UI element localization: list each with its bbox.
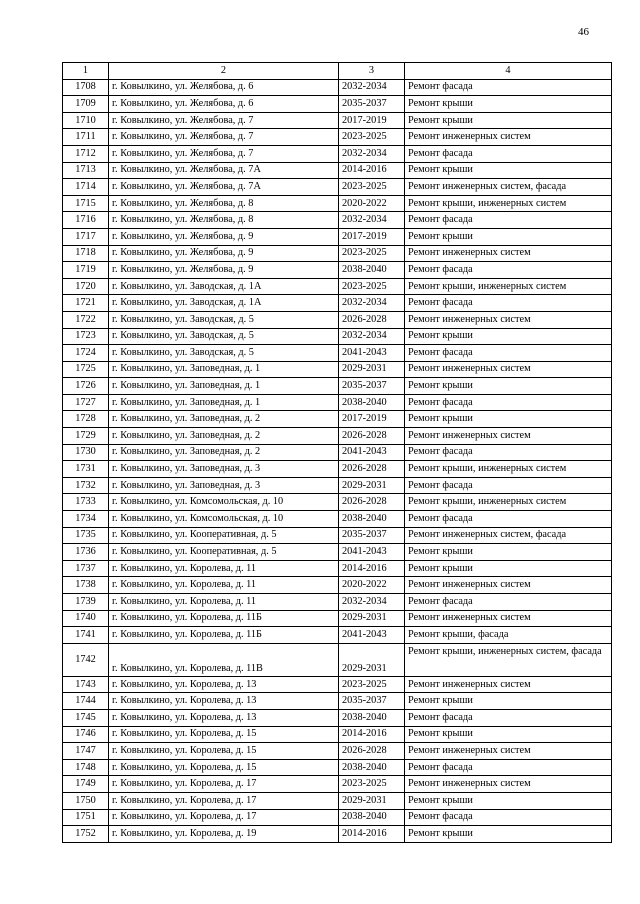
work-type-cell: Ремонт фасада [405,345,612,362]
row-number-cell: 1742 [63,643,109,676]
period-cell: 2032-2034 [339,212,405,229]
address-cell: г. Ковылкино, ул. Заповедная, д. 3 [109,477,339,494]
work-type-cell: Ремонт крыши [405,826,612,843]
work-type-cell: Ремонт крыши, инженерных систем [405,195,612,212]
address-cell: г. Ковылкино, ул. Заповедная, д. 2 [109,428,339,445]
work-type-cell: Ремонт крыши [405,328,612,345]
address-cell: г. Ковылкино, ул. Желябова, д. 9 [109,228,339,245]
row-number-cell: 1716 [63,212,109,229]
row-number-cell: 1745 [63,709,109,726]
period-cell: 2023-2025 [339,129,405,146]
table-row [63,627,612,644]
period-cell: 2038-2040 [339,262,405,279]
column-header-work: 4 [405,63,612,80]
row-number-cell: 1709 [63,96,109,113]
period-cell: 2020-2022 [339,195,405,212]
table-row [63,212,612,229]
address-cell: г. Ковылкино, ул. Заповедная, д. 1 [109,361,339,378]
address-cell: г. Ковылкино, ул. Желябова, д. 6 [109,79,339,96]
period-cell: 2038-2040 [339,809,405,826]
address-cell: г. Ковылкино, ул. Королева, д. 13 [109,709,339,726]
period-cell: 2038-2040 [339,709,405,726]
work-type-cell: Ремонт крыши, инженерных систем [405,494,612,511]
work-type-cell: Ремонт инженерных систем, фасада [405,527,612,544]
table-row [63,428,612,445]
address-cell: г. Ковылкино, ул. Кооперативная, д. 5 [109,527,339,544]
row-number-cell: 1708 [63,79,109,96]
address-cell: г. Ковылкино, ул. Королева, д. 13 [109,676,339,693]
address-cell: г. Ковылкино, ул. Королева, д. 11Б [109,627,339,644]
address-cell: г. Ковылкино, ул. Желябова, д. 6 [109,96,339,113]
row-number-cell: 1749 [63,776,109,793]
table-row [63,759,612,776]
address-cell: г. Ковылкино, ул. Желябова, д. 9 [109,262,339,279]
row-number-cell: 1740 [63,610,109,627]
address-cell: г. Ковылкино, ул. Королева, д. 11В [109,643,339,676]
period-cell: 2041-2043 [339,345,405,362]
period-cell: 2029-2031 [339,643,405,676]
work-type-cell: Ремонт крыши [405,544,612,561]
row-number-cell: 1723 [63,328,109,345]
row-number-cell: 1717 [63,228,109,245]
period-cell: 2023-2025 [339,676,405,693]
table-row [63,195,612,212]
row-number-cell: 1748 [63,759,109,776]
work-type-cell: Ремонт крыши [405,411,612,428]
row-number-cell: 1737 [63,560,109,577]
work-type-cell: Ремонт инженерных систем [405,245,612,262]
row-number-cell: 1738 [63,577,109,594]
work-type-cell: Ремонт инженерных систем [405,311,612,328]
address-cell: г. Ковылкино, ул. Заповедная, д. 2 [109,411,339,428]
address-cell: г. Ковылкино, ул. Королева, д. 13 [109,693,339,710]
period-cell: 2023-2025 [339,776,405,793]
work-type-cell: Ремонт инженерных систем [405,428,612,445]
period-cell: 2032-2034 [339,594,405,611]
row-number-cell: 1743 [63,676,109,693]
row-number-cell: 1751 [63,809,109,826]
table-row [63,511,612,528]
work-type-cell: Ремонт крыши [405,162,612,179]
period-cell: 2026-2028 [339,311,405,328]
row-number-cell: 1727 [63,394,109,411]
work-type-cell: Ремонт крыши [405,112,612,129]
table-row [63,544,612,561]
column-header-period: 3 [339,63,405,80]
period-cell: 2014-2016 [339,826,405,843]
period-cell: 2023-2025 [339,179,405,196]
period-cell: 2023-2025 [339,278,405,295]
work-type-cell: Ремонт крыши, инженерных систем [405,278,612,295]
column-header-number: 1 [63,63,109,80]
table-row [63,577,612,594]
row-number-cell: 1710 [63,112,109,129]
table-row [63,676,612,693]
repair-schedule-table [62,62,612,843]
table-row [63,610,612,627]
period-cell: 2026-2028 [339,743,405,760]
table-row [63,560,612,577]
row-number-cell: 1725 [63,361,109,378]
table-row [63,709,612,726]
address-cell: г. Ковылкино, ул. Королева, д. 17 [109,792,339,809]
period-cell: 2026-2028 [339,428,405,445]
table-header-row [63,63,612,80]
address-cell: г. Ковылкино, ул. Заводская, д. 5 [109,311,339,328]
work-type-cell: Ремонт инженерных систем, фасада [405,179,612,196]
table-row [63,79,612,96]
address-cell: г. Ковылкино, ул. Заповедная, д. 1 [109,378,339,395]
row-number-cell: 1721 [63,295,109,312]
work-type-cell: Ремонт инженерных систем [405,776,612,793]
period-cell: 2038-2040 [339,394,405,411]
period-cell: 2029-2031 [339,792,405,809]
table-row [63,394,612,411]
row-number-cell: 1731 [63,461,109,478]
work-type-cell: Ремонт крыши [405,693,612,710]
period-cell: 2038-2040 [339,511,405,528]
address-cell: г. Ковылкино, ул. Желябова, д. 7 [109,112,339,129]
period-cell: 2032-2034 [339,79,405,96]
table-row [63,494,612,511]
row-number-cell: 1735 [63,527,109,544]
address-cell: г. Ковылкино, ул. Желябова, д. 9 [109,245,339,262]
work-type-cell: Ремонт фасада [405,394,612,411]
table-row [63,145,612,162]
period-cell: 2029-2031 [339,477,405,494]
table-row [63,809,612,826]
row-number-cell: 1724 [63,345,109,362]
work-type-cell: Ремонт фасада [405,809,612,826]
work-type-cell: Ремонт крыши [405,96,612,113]
period-cell: 2014-2016 [339,726,405,743]
table-row [63,96,612,113]
period-cell: 2026-2028 [339,461,405,478]
work-type-cell: Ремонт фасада [405,79,612,96]
address-cell: г. Ковылкино, ул. Заповедная, д. 2 [109,444,339,461]
period-cell: 2029-2031 [339,361,405,378]
table-row [63,245,612,262]
period-cell: 2032-2034 [339,328,405,345]
period-cell: 2035-2037 [339,96,405,113]
table-row [63,345,612,362]
table-row [63,311,612,328]
row-number-cell: 1729 [63,428,109,445]
table-row [63,378,612,395]
work-type-cell: Ремонт фасада [405,262,612,279]
address-cell: г. Ковылкино, ул. Заводская, д. 5 [109,345,339,362]
table-row [63,361,612,378]
address-cell: г. Ковылкино, ул. Комсомольская, д. 10 [109,511,339,528]
row-number-cell: 1722 [63,311,109,328]
work-type-cell: Ремонт фасада [405,212,612,229]
table-row [63,411,612,428]
table-row [63,477,612,494]
work-type-cell: Ремонт инженерных систем [405,610,612,627]
table-row [63,228,612,245]
row-number-cell: 1750 [63,792,109,809]
period-cell: 2020-2022 [339,577,405,594]
work-type-cell: Ремонт инженерных систем [405,361,612,378]
period-cell: 2026-2028 [339,494,405,511]
address-cell: г. Ковылкино, ул. Желябова, д. 7А [109,179,339,196]
period-cell: 2014-2016 [339,162,405,179]
work-type-cell: Ремонт инженерных систем [405,577,612,594]
period-cell: 2017-2019 [339,112,405,129]
address-cell: г. Ковылкино, ул. Королева, д. 15 [109,743,339,760]
period-cell: 2035-2037 [339,378,405,395]
address-cell: г. Ковылкино, ул. Королева, д. 15 [109,759,339,776]
row-number-cell: 1739 [63,594,109,611]
row-number-cell: 1719 [63,262,109,279]
address-cell: г. Ковылкино, ул. Желябова, д. 8 [109,212,339,229]
work-type-cell: Ремонт фасада [405,145,612,162]
table-row [63,594,612,611]
address-cell: г. Ковылкино, ул. Заводская, д. 1А [109,295,339,312]
row-number-cell: 1741 [63,627,109,644]
work-type-cell: Ремонт фасада [405,444,612,461]
row-number-cell: 1713 [63,162,109,179]
table-row [63,328,612,345]
address-cell: г. Ковылкино, ул. Желябова, д. 7А [109,162,339,179]
period-cell: 2023-2025 [339,245,405,262]
page-number: 46 [578,26,589,38]
row-number-cell: 1734 [63,511,109,528]
address-cell: г. Ковылкино, ул. Комсомольская, д. 10 [109,494,339,511]
table-row [63,179,612,196]
work-type-cell: Ремонт фасада [405,295,612,312]
work-type-cell: Ремонт инженерных систем [405,676,612,693]
address-cell: г. Ковылкино, ул. Королева, д. 19 [109,826,339,843]
address-cell: г. Ковылкино, ул. Желябова, д. 7 [109,129,339,146]
table-row [63,461,612,478]
address-cell: г. Ковылкино, ул. Королева, д. 11 [109,594,339,611]
period-cell: 2038-2040 [339,759,405,776]
address-cell: г. Ковылкино, ул. Королева, д. 11 [109,560,339,577]
row-number-cell: 1712 [63,145,109,162]
row-number-cell: 1736 [63,544,109,561]
work-type-cell: Ремонт крыши [405,726,612,743]
address-cell: г. Ковылкино, ул. Королева, д. 15 [109,726,339,743]
work-type-cell: Ремонт фасада [405,594,612,611]
period-cell: 2032-2034 [339,145,405,162]
work-type-cell: Ремонт крыши, инженерных систем, фасада [405,643,612,676]
table-row [63,776,612,793]
table-row [63,112,612,129]
row-number-cell: 1733 [63,494,109,511]
address-cell: г. Ковылкино, ул. Королева, д. 17 [109,776,339,793]
address-cell: г. Ковылкино, ул. Заповедная, д. 3 [109,461,339,478]
table-row [63,743,612,760]
address-cell: г. Ковылкино, ул. Желябова, д. 8 [109,195,339,212]
work-type-cell: Ремонт крыши [405,560,612,577]
row-number-cell: 1711 [63,129,109,146]
table-row [63,792,612,809]
work-type-cell: Ремонт фасада [405,477,612,494]
period-cell: 2029-2031 [339,610,405,627]
period-cell: 2032-2034 [339,295,405,312]
table-row [63,826,612,843]
row-number-cell: 1752 [63,826,109,843]
row-number-cell: 1744 [63,693,109,710]
row-number-cell: 1726 [63,378,109,395]
work-type-cell: Ремонт инженерных систем [405,129,612,146]
table-body [63,79,612,842]
period-cell: 2017-2019 [339,228,405,245]
address-cell: г. Ковылкино, ул. Кооперативная, д. 5 [109,544,339,561]
table-row [63,726,612,743]
address-cell: г. Ковылкино, ул. Королева, д. 11 [109,577,339,594]
row-number-cell: 1747 [63,743,109,760]
address-cell: г. Ковылкино, ул. Заводская, д. 5 [109,328,339,345]
address-cell: г. Ковылкино, ул. Королева, д. 17 [109,809,339,826]
address-cell: г. Ковылкино, ул. Королева, д. 11Б [109,610,339,627]
table-row [63,278,612,295]
work-type-cell: Ремонт фасада [405,511,612,528]
address-cell: г. Ковылкино, ул. Желябова, д. 7 [109,145,339,162]
address-cell: г. Ковылкино, ул. Заводская, д. 1А [109,278,339,295]
address-cell: г. Ковылкино, ул. Заповедная, д. 1 [109,394,339,411]
table-row [63,262,612,279]
period-cell: 2035-2037 [339,693,405,710]
row-number-cell: 1720 [63,278,109,295]
work-type-cell: Ремонт фасада [405,709,612,726]
table-row [63,444,612,461]
work-type-cell: Ремонт крыши [405,378,612,395]
row-number-cell: 1746 [63,726,109,743]
row-number-cell: 1728 [63,411,109,428]
table-row [63,295,612,312]
period-cell: 2041-2043 [339,544,405,561]
row-number-cell: 1714 [63,179,109,196]
column-header-address: 2 [109,63,339,80]
work-type-cell: Ремонт крыши, инженерных систем [405,461,612,478]
period-cell: 2035-2037 [339,527,405,544]
row-number-cell: 1732 [63,477,109,494]
period-cell: 2014-2016 [339,560,405,577]
row-number-cell: 1715 [63,195,109,212]
table-row [63,643,612,676]
work-type-cell: Ремонт крыши [405,792,612,809]
row-number-cell: 1718 [63,245,109,262]
period-cell: 2017-2019 [339,411,405,428]
period-cell: 2041-2043 [339,444,405,461]
work-type-cell: Ремонт фасада [405,759,612,776]
work-type-cell: Ремонт крыши, фасада [405,627,612,644]
work-type-cell: Ремонт инженерных систем [405,743,612,760]
table-row [63,693,612,710]
table-row [63,129,612,146]
row-number-cell: 1730 [63,444,109,461]
work-type-cell: Ремонт крыши [405,228,612,245]
period-cell: 2041-2043 [339,627,405,644]
table-row [63,527,612,544]
table-row [63,162,612,179]
